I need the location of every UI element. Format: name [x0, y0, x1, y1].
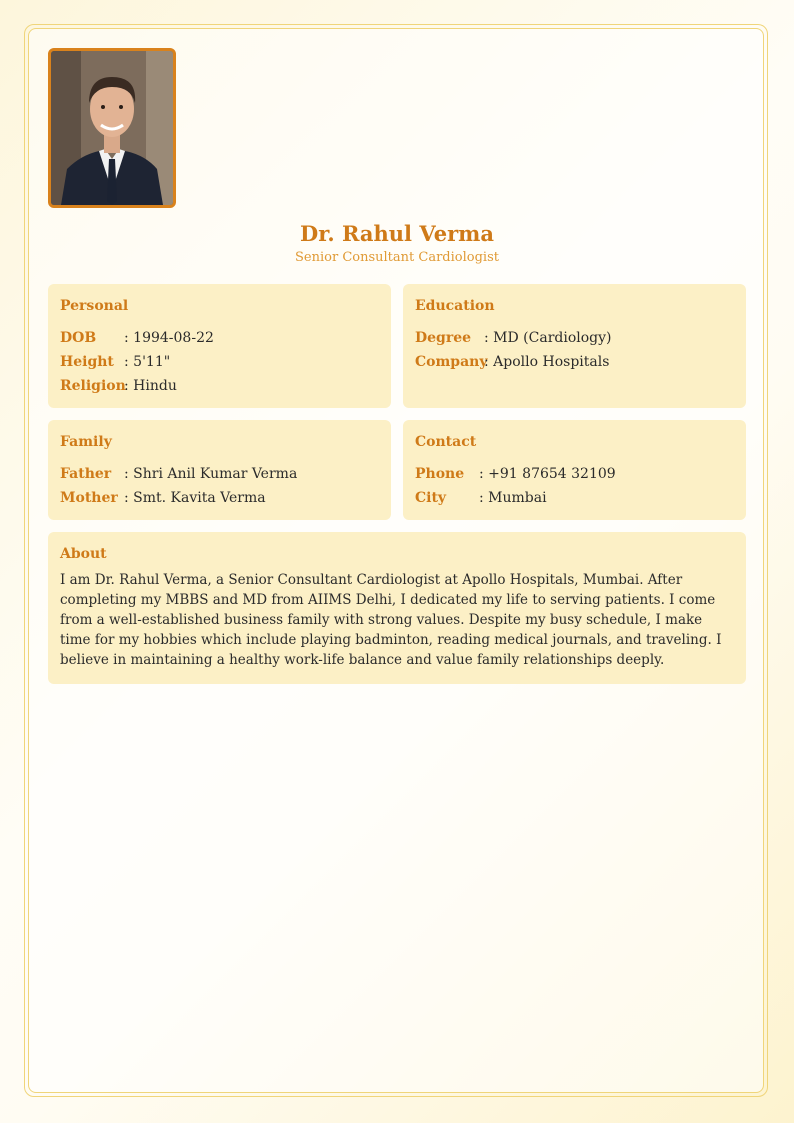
height-label: Height — [60, 354, 114, 370]
dob-row — [60, 326, 379, 350]
company-row — [415, 350, 734, 374]
family-card — [48, 420, 391, 520]
contact-card — [403, 420, 746, 520]
profile-photo — [48, 48, 176, 208]
about-heading: About — [60, 546, 107, 562]
degree-value: : MD (Cardiology) — [484, 330, 612, 346]
degree-label: Degree — [415, 330, 472, 346]
phone-label: Phone — [415, 466, 465, 482]
company-label: Company — [415, 354, 488, 370]
education-card — [403, 284, 746, 408]
religion-label: Religion — [60, 378, 126, 394]
profile-name: Dr. Rahul Verma — [300, 221, 494, 246]
height-row — [60, 350, 379, 374]
city-value: : Mumbai — [479, 490, 547, 506]
education-heading: Education — [415, 298, 495, 314]
contact-heading: Contact — [415, 434, 477, 450]
city-row — [415, 486, 734, 510]
company-value: : Apollo Hospitals — [484, 354, 610, 370]
personal-heading: Personal — [60, 298, 129, 314]
dob-label: DOB — [60, 330, 97, 346]
family-heading: Family — [60, 434, 112, 450]
degree-row — [415, 326, 734, 350]
personal-card — [48, 284, 391, 408]
religion-row — [60, 374, 379, 398]
city-label: City — [415, 490, 447, 506]
dob-value: : 1994-08-22 — [124, 330, 214, 346]
father-value: : Shri Anil Kumar Verma — [124, 466, 298, 482]
mother-row — [60, 486, 379, 510]
phone-row — [415, 462, 734, 486]
about-text: I am Dr. Rahul Verma, a Senior Consultant Cardiologist at Apollo Hospitals, Mumbai. After completing my MBBS and MD from AIIMS Delhi, I dedicated my life to serving patients. I come from a well-established business family with strong values. Despite my busy schedule, I make time for my hobbies which include playing badminton, reading medical journals, and traveling. I believe in maintaining a healthy work-life balance and value family relationships deeply. — [60, 572, 722, 668]
height-value: : 5'11" — [124, 354, 171, 370]
profile-title: Senior Consultant Cardiologist — [295, 250, 499, 265]
mother-value: : Smt. Kavita Verma — [124, 490, 266, 506]
phone-value: : +91 87654 32109 — [479, 466, 616, 482]
about-card — [48, 532, 746, 684]
religion-value: : Hindu — [124, 378, 177, 394]
father-row — [60, 462, 379, 486]
father-label: Father — [60, 466, 112, 482]
mother-label: Mother — [60, 490, 118, 506]
